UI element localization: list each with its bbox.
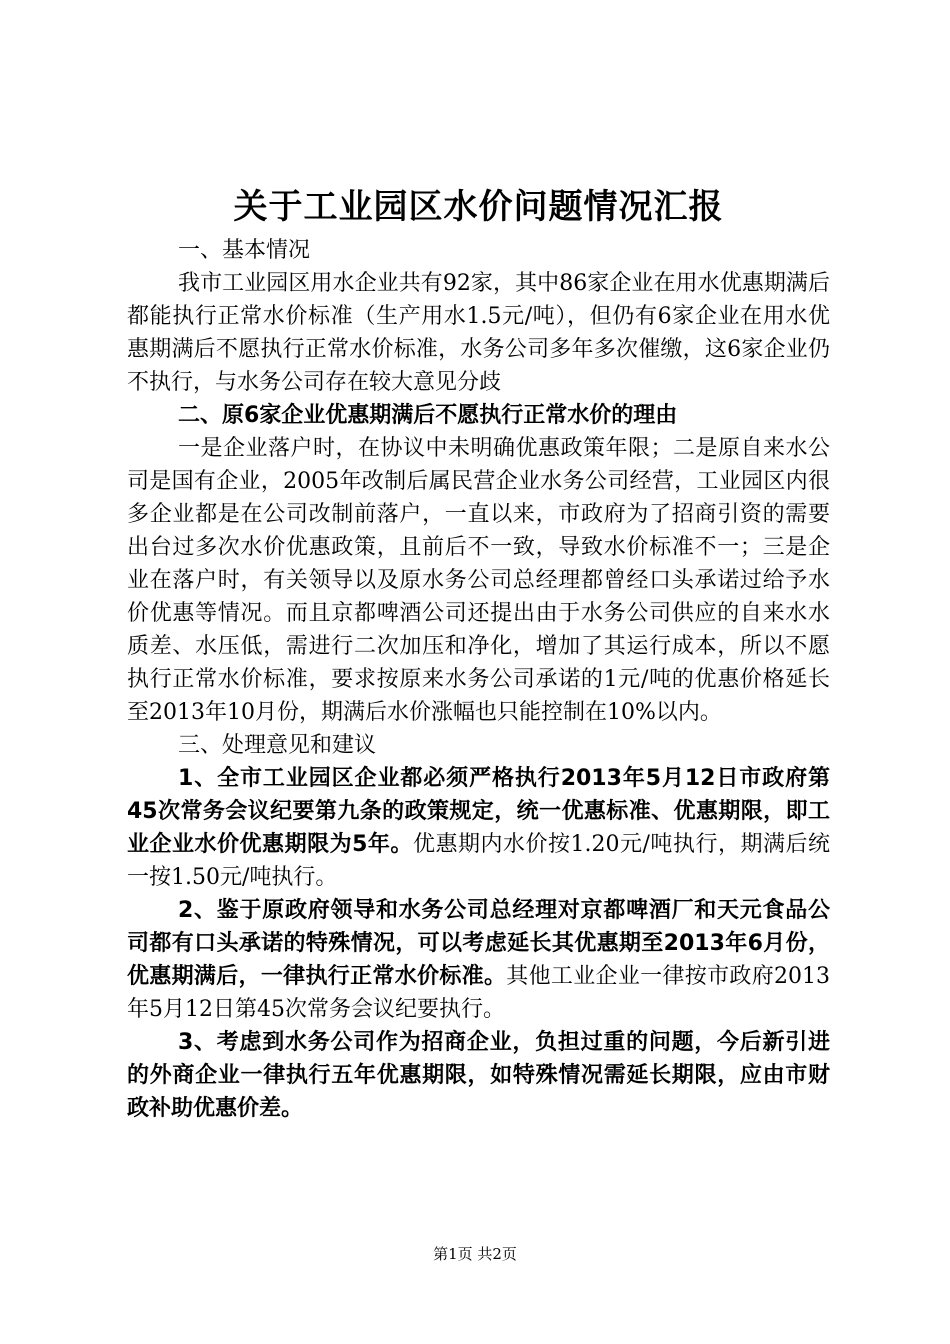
section-2-body: 一是企业落户时，在协议中未明确优惠政策年限；二是原自来水公司是国有企业，2005年改制后属民营企业水务公司经营，工业园区内很多企业都是在公司改制前落户，一直以来，市政府为了招商引资的需要出台过多次水价优惠政策，且前后不一致，导致水价标准不一；三是企业在落户时，有关领导以及原水务公司总经理都曾经口头承诺过给予水价优惠等情况。而且京都啤酒公司还提出由于水务公司供应的自来水水质差、水压低，需进行二次加压和净化，增加了其运行成本，所以不愿执行正常水价标准，要求按原来水务公司承诺的1元/吨的优惠价格延长至2013年10月份，期满后水价涨幅也只能控制在10%以内。 <box>127 436 830 725</box>
recommendation-3-bold: 3、考虑到水务公司作为招商企业，负担过重的问题，今后新引进的外商企业一律执行五年优惠期限，如特殊情况需延长期限，应由市财政补助优惠价差。 <box>127 1030 830 1121</box>
page-footer: 第1页 共2页 <box>433 1245 517 1263</box>
recommendation-2-rest: 其他工业企业一律按市政府2013年5月12日第45次常务会议纪要执行。 <box>127 964 830 1022</box>
section-3-heading: 三、处理意见和建议 <box>178 733 377 758</box>
recommendation-3 <box>127 1026 830 1125</box>
recommendation-1-bold: 1、全市工业园区企业都必须严格执行2013年5月12日市政府第45次常务会议纪要第九条的政策规定，统一优惠标准、优惠期限，即工业企业水价优惠期限为5年。 <box>127 766 830 857</box>
document-title: 关于工业园区水价问题情况汇报 <box>233 187 724 227</box>
recommendation-1-rest: 优惠期内水价按1.20元/吨执行，期满后统一按1.50元/吨执行。 <box>127 832 830 890</box>
section-1-body: 我市工业园区用水企业共有92家，其中86家企业在用水优惠期满后都能执行正常水价标准（生产用水1.5元/吨），但仍有6家企业在用水优惠期满后不愿执行正常水价标准，水务公司多年多次催缴，这6家企业仍不执行，与水务公司存在较大意见分歧 <box>127 271 830 395</box>
recommendation-2-bold: 2、鉴于原政府领导和水务公司总经理对京都啤酒厂和天元食品公司都有口头承诺的特殊情况，可以考虑延长其优惠期至2013年6月份，优惠期满后，一律执行正常水价标准。 <box>127 898 830 989</box>
recommendation-1 <box>127 762 830 894</box>
recommendation-2 <box>127 894 830 1026</box>
section-1-heading: 一、基本情况 <box>178 238 311 263</box>
document-body <box>127 182 830 1125</box>
section-2-heading: 二、原6家企业优惠期满后不愿执行正常水价的理由 <box>178 403 678 428</box>
